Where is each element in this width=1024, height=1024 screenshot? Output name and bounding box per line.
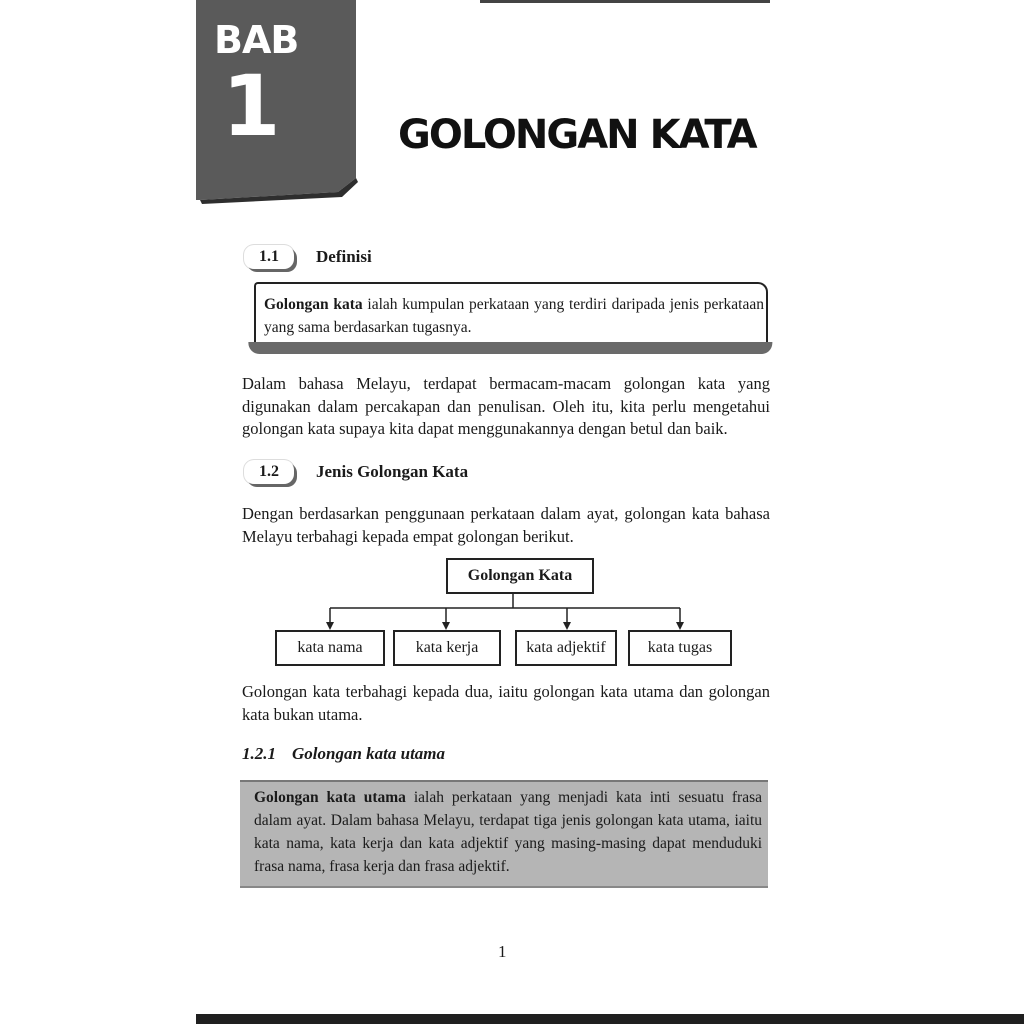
chapter-number: 1 xyxy=(222,57,281,155)
main-word-class-term: Golongan kata utama xyxy=(254,789,406,806)
diagram-node-kata-nama: kata nama xyxy=(275,630,385,666)
section-number: 1.1 xyxy=(244,245,294,269)
section-heading-1-1 xyxy=(244,244,372,270)
page-number: 1 xyxy=(498,942,507,961)
paragraph-intro: Dalam bahasa Melayu, terdapat bermacam-macam golongan kata yang digunakan dalam percakapan dan penulisan. Oleh itu, kita perlu mengetahui golongan kata supaya kita dapat menggunakannya dengan betul dan baik. xyxy=(242,374,770,438)
definition-body: ialah kumpulan perkataan yang terdiri daripada jenis perkataan yang sama berdasarkan tugasnya. xyxy=(264,296,764,336)
definition-text xyxy=(264,293,764,339)
section-title: Jenis Golongan Kata xyxy=(316,462,469,481)
page-bottom-edge xyxy=(196,1014,1024,1024)
section-heading-1-2 xyxy=(244,459,468,485)
subsection-heading-1-2-1 xyxy=(242,744,445,764)
definition-box-scroll-edge xyxy=(248,342,773,354)
chapter-title: GOLONGAN KATA xyxy=(398,112,756,158)
diagram-root-node: Golongan Kata xyxy=(446,558,594,594)
subsection-number: 1.2.1 xyxy=(242,744,276,763)
section-number: 1.2 xyxy=(244,460,294,484)
main-word-class-body: ialah perkataan yang menjadi kata inti sesuatu frasa dalam ayat. Dalam bahasa Melayu, terdapat tiga jenis golongan kata utama, iaitu kata nama, kata kerja dan kata adjektif yang masing-masing dapat menduduki frasa nama, frasa kerja dan frasa adjektif. xyxy=(254,789,762,875)
diagram-node-kata-adjektif: kata adjektif xyxy=(515,630,617,666)
section-title: Definisi xyxy=(316,247,372,266)
word-class-diagram xyxy=(260,558,760,668)
diagram-node-kata-tugas: kata tugas xyxy=(628,630,732,666)
chapter-label: BAB xyxy=(214,18,299,62)
subsection-title: Golongan kata utama xyxy=(292,744,446,763)
diagram-node-kata-kerja: kata kerja xyxy=(393,630,501,666)
paragraph-two-groups: Golongan kata terbahagi kepada dua, iaitu golongan kata utama dan golongan kata bukan utama. xyxy=(242,682,770,724)
top-rule xyxy=(480,0,770,3)
main-word-class-text xyxy=(254,786,762,878)
paragraph-types-intro: Dengan berdasarkan penggunaan perkataan dalam ayat, golongan kata bahasa Melayu terbahagi kepada empat golongan berikut. xyxy=(242,504,770,546)
definition-term: Golongan kata xyxy=(264,296,363,313)
